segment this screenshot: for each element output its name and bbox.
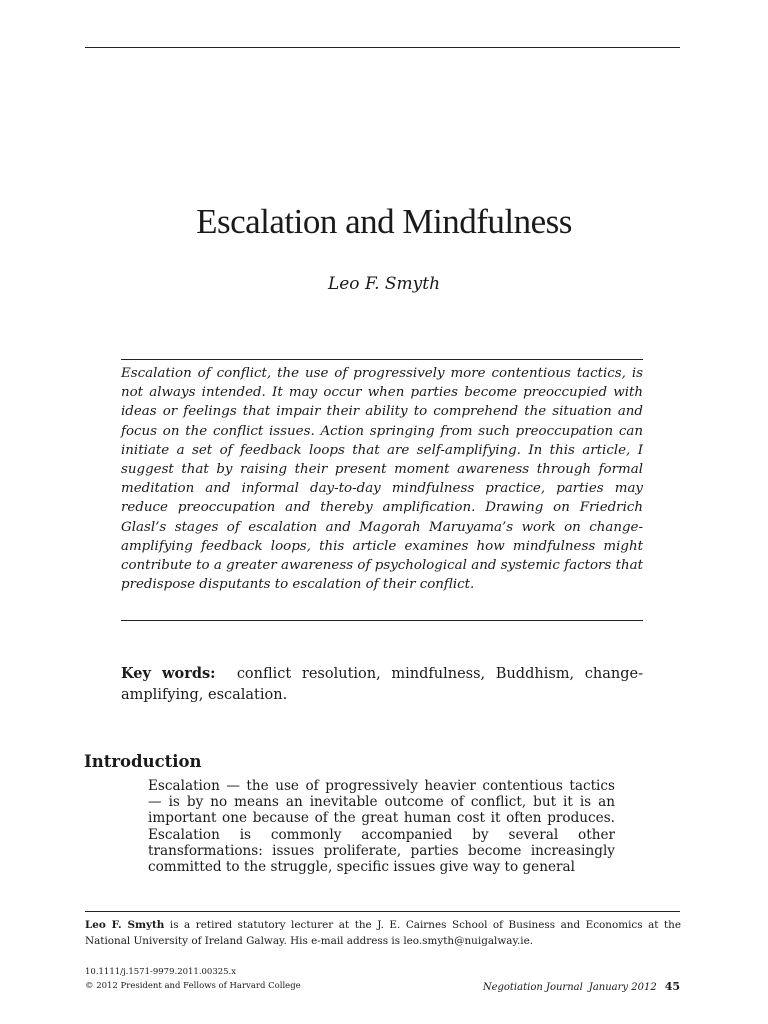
keywords [121, 663, 643, 706]
keywords-list: conflict resolution, mindfulness, Buddhism, change-amplifying, escalation. [121, 666, 644, 703]
keywords-label: Key words: [121, 665, 216, 682]
doi: 10.1111/j.1571-9979.2011.00325.x [85, 967, 237, 977]
footnote-text: is a retired statutory lecturer at the J. E. Cairnes School of Business and Economics at the National University of Ireland Galway. His e-mail address is leo.smyth@nuigalway.ie. [85, 919, 681, 947]
abstract-text: Escalation of conflict, the use of progressively more contentious tactics, is not always intended. It may occur when parties become preoccupied with ideas or feelings that impair their ability to comprehend the situation and focus on the conflict issues. Action springing from such preoccupation can initiate a set of feedback loops that are self-amplifying. In this article, I suggest that by raising their present moment awareness through formal meditation and informal day-to-day mindfulness practice, parties may reduce preoccupation and thereby amplification. Drawing on Friedrich Glasl’s stages of escalation and Magorah Maruyama’s work on change-amplifying feedback loops, this article examines how mindfulness might contribute to a greater awareness of psychological and systemic factors that predispose disputants to escalation of their conflict. [121, 366, 643, 593]
issue-date: January 2012 [588, 982, 657, 993]
footnote-rule [85, 911, 680, 912]
running-footer [483, 980, 680, 993]
page-number: 45 [664, 980, 680, 993]
article-title: Escalation and Mindfulness [196, 202, 572, 241]
introduction-paragraph: Escalation — the use of progressively heavier contentious tactics — is by no means an inevitable outcome of conflict, but it is an important one because of the great human cost it often produces. Escalation is commonly accompanied by several other transformations: issues proliferate, parties become increasingly committed to the struggle, specific issues give way to general [148, 778, 615, 876]
section-heading-introduction: Introduction [84, 752, 202, 771]
footnote-author-name: Leo F. Smyth [85, 919, 165, 931]
journal-name: Negotiation Journal [482, 982, 583, 993]
header-rule [85, 47, 680, 48]
copyright: © 2012 President and Fellows of Harvard College [85, 981, 301, 991]
abstract-top-rule [121, 359, 643, 360]
abstract-bottom-rule [121, 620, 643, 621]
author-footnote [85, 918, 681, 949]
article-author: Leo F. Smyth [327, 274, 441, 294]
